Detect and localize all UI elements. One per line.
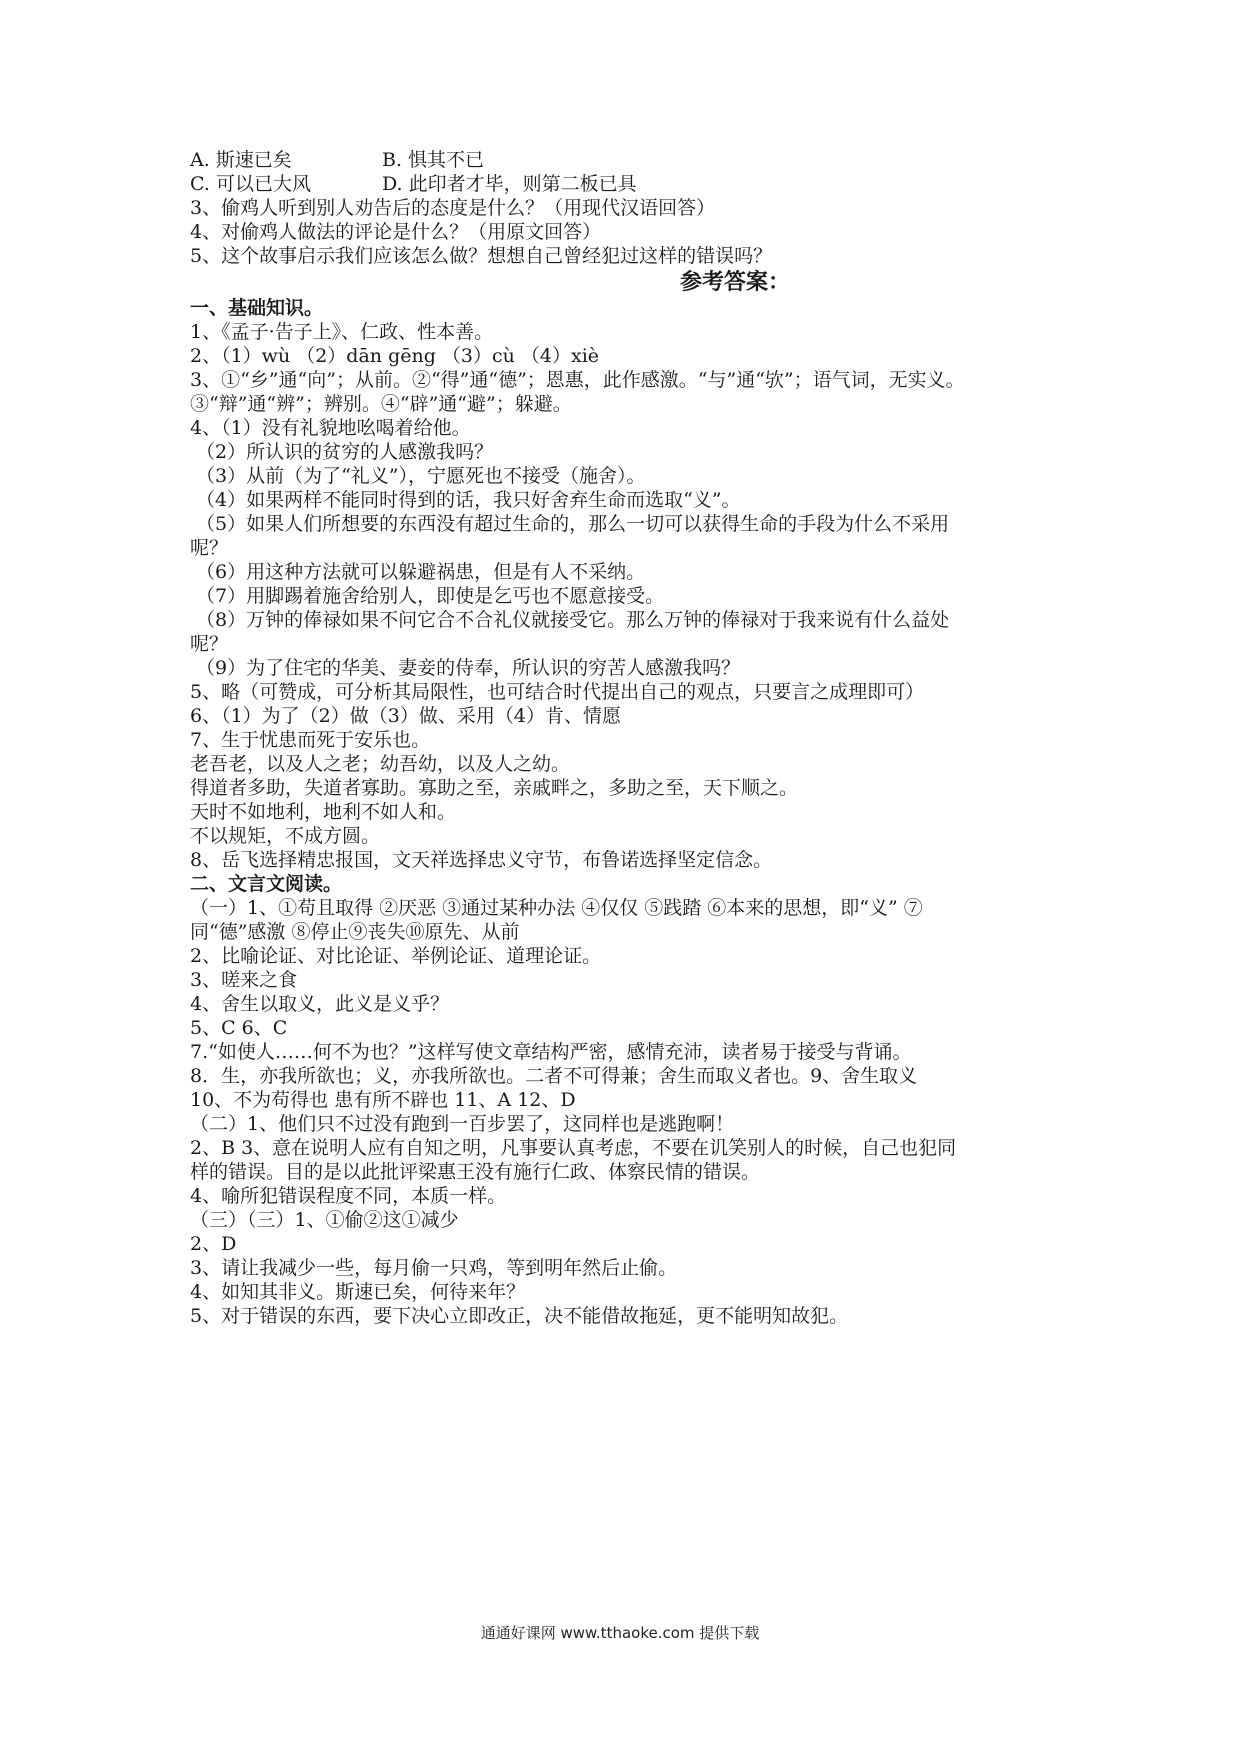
answer-line: 3、请让我减少一些，每月偷一只鸡，等到明年然后止偷。 <box>190 1257 678 1279</box>
option-d: D. 此印者才毕，则第二板已具 <box>382 173 637 195</box>
answer-line: 7.“如使人……何不为也？”这样写使文章结构严密，感情充沛，读者易于接受与背诵。 <box>190 1041 912 1063</box>
answer-line: （一）1、①苟且取得 ②厌恶 ③通过某种办法 ④仅仅 ⑤践踏 ⑥本来的思想，即“义” ⑦ <box>190 897 923 919</box>
answer-line: 4、喻所犯错误程度不同，本质一样。 <box>190 1185 507 1207</box>
answer-line: 8、岳飞选择精忠报国，文天祥选择忠义守节，布鲁诺选择坚定信念。 <box>190 849 773 871</box>
option-b: B. 惧其不已 <box>382 149 485 171</box>
answer-line: 2、D <box>190 1233 237 1255</box>
answer-line: 6、（1）为了（2）做（3）做、采用（4）肯、情愿 <box>190 705 621 727</box>
answer-line: （7）用脚踢着施舍给别人，即使是乞丐也不愿意接受。 <box>196 585 665 607</box>
answer-line: （5）如果人们所想要的东西没有超过生命的，那么一切可以获得生命的手段为什么不采用 <box>196 513 950 535</box>
answer-line: 5、对于错误的东西，要下决心立即改正，决不能借故拖延，更不能明知故犯。 <box>190 1305 849 1327</box>
answer-line: 同“德”感激 ⑧停止⑨丧失⑩原先、从前 <box>190 921 520 943</box>
answer-line: （9）为了住宅的华美、妻妾的侍奉，所认识的穷苦人感激我吗？ <box>196 657 741 679</box>
answer-line: 10、不为苟得也 患有所不辟也 11、A 12、D <box>190 1089 576 1111</box>
answer-line: 天时不如地利，地利不如人和。 <box>190 801 457 823</box>
answer-line: 3、①“乡”通“向”；从前。②“得”通“德”；恩惠，此作感激。“与”通“欤”；语气词，无实义。 <box>190 369 965 391</box>
question-5: 5、这个故事启示我们应该怎么做？想想自己曾经犯过这样的错误吗？ <box>190 245 773 267</box>
answer-line: 7、生于忧患而死于安乐也。 <box>190 729 431 751</box>
answer-line: （6）用这种方法就可以躲避祸患，但是有人不采纳。 <box>196 561 646 583</box>
option-a: A. 斯速已矣 <box>190 149 292 171</box>
answer-line: （2）所认识的贫穷的人感激我吗？ <box>196 441 494 463</box>
section-2-heading: 二、文言文阅读。 <box>190 873 343 895</box>
answer-line: 不以规矩，不成方圆。 <box>190 825 381 847</box>
answer-line: （8）万钟的俸禄如果不问它合不合礼仪就接受它。那么万钟的俸禄对于我来说有什么益处 <box>196 609 950 631</box>
question-4: 4、对偷鸡人做法的评论是什么？（用原文回答） <box>190 221 602 243</box>
section-2-answers <box>190 896 1070 1328</box>
section-1-heading: 一、基础知识。 <box>190 297 324 319</box>
answer-line: （二）1、他们只不过没有跑到一百步罢了，这同样也是逃跑啊！ <box>190 1113 735 1135</box>
question-3: 3、偷鸡人听到别人劝告后的态度是什么？（用现代汉语回答） <box>190 197 716 219</box>
answers-title: 参考答案： <box>679 269 790 295</box>
answer-line: （3）从前（为了“礼义”），宁愿死也不接受（施舍）。 <box>196 465 646 487</box>
answer-line: 3、嗟来之食 <box>190 969 298 991</box>
document-body <box>190 148 1070 1328</box>
answer-line: 5、略（可赞成，可分析其局限性，也可结合时代提出自己的观点，只要言之成理即可） <box>190 681 925 703</box>
options-row-ab <box>190 148 1070 172</box>
answer-line: 得道者多助，失道者寡助。寡助之至，亲戚畔之，多助之至，天下顺之。 <box>190 777 799 799</box>
answer-line: 2、B 3、意在说明人应有自知之明，凡事要认真考虑，不要在讥笑别人的时候，自己也犯同 <box>190 1137 957 1159</box>
answer-line: 呢？ <box>190 633 229 655</box>
answer-line: 样的错误。目的是以此批评梁惠王没有施行仁政、体察民情的错误。 <box>190 1161 761 1183</box>
answer-line: 8．生，亦我所欲也；义，亦我所欲也。二者不可得兼；舍生而取义者也。9、舍生取义 <box>190 1065 918 1087</box>
page-footer: 通通好课网 www.tthaoke.com 提供下载 <box>480 1624 760 1642</box>
answer-line: 2、比喻论证、对比论证、举例论证、道理论证。 <box>190 945 602 967</box>
section-1-answers <box>190 320 1070 872</box>
answer-line: 1、《孟子·告子上》、仁政、性本善。 <box>190 321 494 343</box>
answer-line: （4）如果两样不能同时得到的话，我只好舍弃生命而选取“义”。 <box>196 489 741 511</box>
answer-line: 4、舍生以取义，此义是义乎？ <box>190 993 450 1015</box>
answer-line: （三）（三）1、①偷②这①减少 <box>190 1209 459 1231</box>
answer-line: 4、如知其非义。斯速已矣，何待来年？ <box>190 1281 526 1303</box>
answer-line: 4、（1）没有礼貌地吆喝着给他。 <box>190 417 471 439</box>
options-row-cd <box>190 172 1070 196</box>
answer-line: 呢？ <box>190 537 229 559</box>
answer-line: 2、（1）wù （2）dān gēng （3）cù （4）xiè <box>190 345 600 367</box>
option-c: C. 可以已大风 <box>190 173 311 195</box>
answer-line: 5、C 6、C <box>190 1017 288 1039</box>
answer-line: 老吾老，以及人之老；幼吾幼，以及人之幼。 <box>190 753 571 775</box>
answer-line: ③“辩”通“辨”；辨别。④“辟”通“避”；躲避。 <box>190 393 572 415</box>
